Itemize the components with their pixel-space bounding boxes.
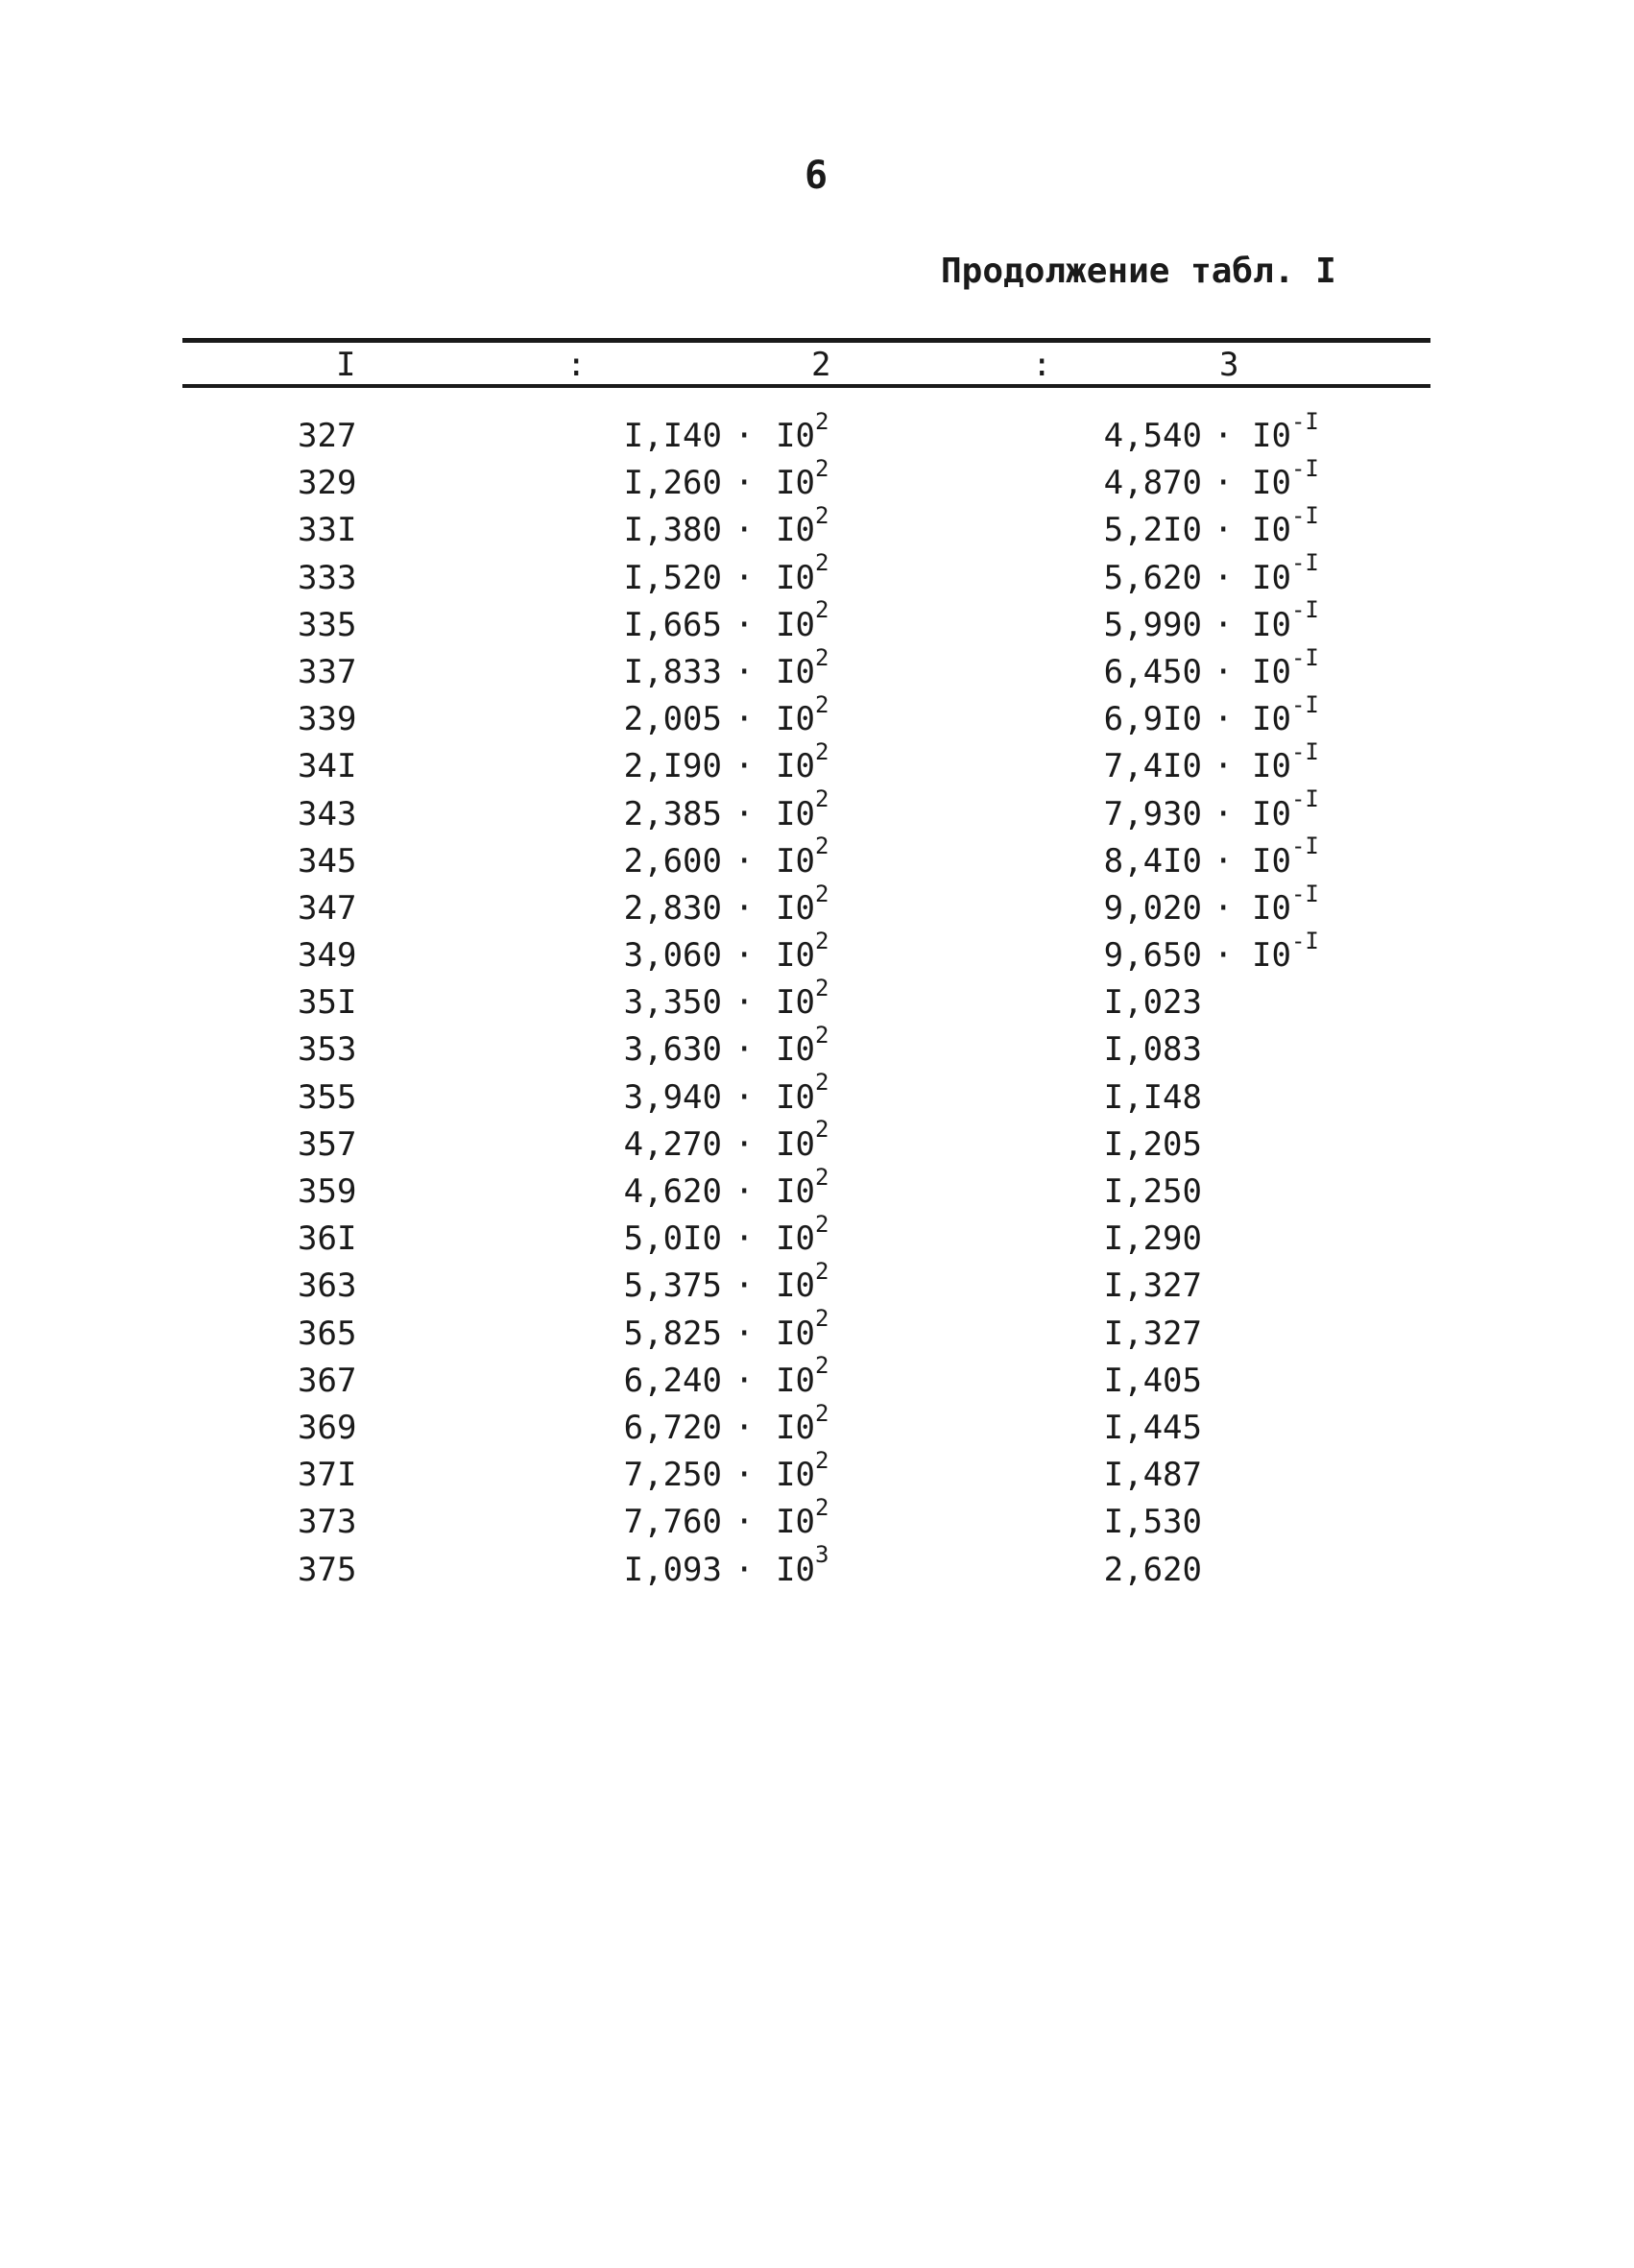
power-exponent: 2	[814, 1258, 829, 1286]
cell-col-2-power	[776, 880, 829, 932]
cell-col-3-power	[1252, 643, 1319, 696]
cell-col-1: 335	[298, 605, 357, 644]
power-exponent: 2	[814, 1399, 829, 1427]
table-row	[0, 1399, 1634, 1452]
multiply-dot: ·	[1213, 558, 1234, 597]
power-base: I0	[776, 1219, 815, 1259]
table-caption: Продолжение табл. I	[941, 252, 1336, 291]
power-exponent: -I	[1290, 690, 1319, 718]
header-separator-1: :	[566, 346, 587, 384]
cell-col-3-mantissa: I,405	[1103, 1361, 1202, 1400]
cell-col-2-mantissa: 7,760	[623, 1503, 722, 1542]
cell-col-3-power	[1252, 737, 1319, 790]
table-header	[182, 346, 1430, 384]
power-base: I0	[776, 417, 815, 455]
cell-col-1: 373	[298, 1503, 357, 1542]
cell-col-2-mantissa: I,380	[623, 511, 722, 550]
multiply-dot: ·	[734, 841, 755, 881]
cell-col-2-power	[776, 596, 829, 649]
power-exponent: 2	[814, 832, 829, 860]
power-exponent: 2	[814, 690, 829, 718]
multiply-dot: ·	[1213, 464, 1234, 503]
power-base: I0	[1252, 558, 1291, 597]
header-separator-2: :	[1032, 346, 1052, 384]
table-row	[0, 1116, 1634, 1169]
cell-col-1: 347	[298, 888, 357, 928]
power-exponent: 2	[814, 502, 829, 530]
cell-col-2-mantissa: 6,240	[623, 1361, 722, 1400]
cell-col-2-power	[776, 690, 829, 743]
multiply-dot: ·	[734, 983, 755, 1023]
cell-col-2-mantissa: 2,385	[623, 794, 722, 833]
cell-col-3-mantissa: I,205	[1103, 1124, 1202, 1164]
cell-col-2-power	[776, 549, 829, 602]
cell-col-3-mantissa: 5,2I0	[1103, 511, 1202, 550]
multiply-dot: ·	[1213, 605, 1234, 644]
multiply-dot: ·	[734, 700, 755, 739]
cell-col-2-mantissa: 7,250	[623, 1456, 722, 1495]
cell-col-2-power	[776, 832, 829, 885]
power-exponent: 2	[814, 974, 829, 1001]
multiply-dot: ·	[734, 558, 755, 597]
multiply-dot: ·	[734, 1408, 755, 1447]
cell-col-2-mantissa: 2,005	[623, 700, 722, 739]
cell-col-1: 343	[298, 794, 357, 833]
table-row	[0, 737, 1634, 790]
cell-col-3-mantissa: 5,620	[1103, 558, 1202, 597]
table-row	[0, 1163, 1634, 1216]
cell-col-3-mantissa: 9,650	[1103, 936, 1202, 976]
cell-col-2-power	[776, 407, 829, 460]
power-base: I0	[776, 747, 815, 786]
power-base: I0	[776, 1267, 815, 1306]
multiply-dot: ·	[734, 511, 755, 550]
power-base: I0	[1252, 747, 1291, 786]
power-exponent: -I	[1290, 880, 1319, 907]
cell-col-3-mantissa: I,I48	[1103, 1077, 1202, 1117]
cell-col-2-power	[776, 1022, 829, 1074]
cell-col-1: 345	[298, 841, 357, 881]
table-row	[0, 1446, 1634, 1499]
cell-col-1: 327	[298, 417, 357, 455]
multiply-dot: ·	[734, 888, 755, 928]
power-exponent: 2	[814, 1446, 829, 1474]
power-exponent: 2	[814, 785, 829, 813]
power-base: I0	[776, 1077, 815, 1117]
power-base: I0	[776, 605, 815, 644]
power-base: I0	[776, 511, 815, 550]
power-base: I0	[776, 1314, 815, 1353]
power-base: I0	[1252, 794, 1291, 833]
power-exponent: 2	[814, 454, 829, 482]
cell-col-3-mantissa: 7,4I0	[1103, 747, 1202, 786]
table-row	[0, 549, 1634, 602]
power-base: I0	[1252, 936, 1291, 976]
power-base: I0	[1252, 700, 1291, 739]
cell-col-3-mantissa: 9,020	[1103, 888, 1202, 928]
cell-col-1: 357	[298, 1124, 357, 1164]
multiply-dot: ·	[734, 1550, 755, 1589]
power-base: I0	[1252, 841, 1291, 881]
cell-col-3-mantissa: I,290	[1103, 1219, 1202, 1259]
power-base: I0	[776, 558, 815, 597]
power-exponent: -I	[1290, 549, 1319, 577]
power-exponent: 2	[814, 927, 829, 954]
power-base: I0	[1252, 652, 1291, 691]
cell-col-3-power	[1252, 880, 1319, 932]
cell-col-2-power	[776, 1069, 829, 1122]
table-rule-top	[182, 338, 1430, 343]
cell-col-1: 365	[298, 1314, 357, 1353]
cell-col-3-mantissa: I,487	[1103, 1456, 1202, 1495]
table-row	[0, 1541, 1634, 1594]
cell-col-3-power	[1252, 502, 1319, 554]
power-base: I0	[1252, 511, 1291, 550]
cell-col-2-mantissa: 6,720	[623, 1408, 722, 1447]
power-exponent: 2	[814, 549, 829, 577]
power-base: I0	[776, 464, 815, 503]
power-base: I0	[776, 1456, 815, 1495]
power-base: I0	[776, 794, 815, 833]
power-exponent: -I	[1290, 832, 1319, 860]
cell-col-2-mantissa: I,520	[623, 558, 722, 597]
power-exponent: -I	[1290, 643, 1319, 671]
cell-col-3-mantissa: I,530	[1103, 1503, 1202, 1542]
power-exponent: -I	[1290, 785, 1319, 813]
cell-col-2-mantissa: 2,600	[623, 841, 722, 881]
cell-col-2-power	[776, 1305, 829, 1358]
power-base: I0	[776, 1172, 815, 1211]
table-row	[0, 596, 1634, 649]
multiply-dot: ·	[734, 605, 755, 644]
power-exponent: 2	[814, 1305, 829, 1333]
multiply-dot: ·	[1213, 888, 1234, 928]
cell-col-2-power	[776, 1258, 829, 1310]
cell-col-3-mantissa: 6,9I0	[1103, 700, 1202, 739]
power-exponent: 2	[814, 407, 829, 435]
cell-col-2-mantissa: I,260	[623, 464, 722, 503]
cell-col-2-mantissa: 4,620	[623, 1172, 722, 1211]
cell-col-1: 35I	[298, 983, 357, 1023]
table-row	[0, 1258, 1634, 1310]
cell-col-1: 34I	[298, 747, 357, 786]
multiply-dot: ·	[1213, 511, 1234, 550]
multiply-dot: ·	[734, 1267, 755, 1306]
cell-col-2-power	[776, 974, 829, 1026]
power-exponent: -I	[1290, 596, 1319, 624]
cell-col-3-mantissa: 8,4I0	[1103, 841, 1202, 881]
power-base: I0	[776, 700, 815, 739]
cell-col-3-power	[1252, 690, 1319, 743]
header-col-1: I	[336, 346, 356, 384]
cell-col-1: 375	[298, 1550, 357, 1589]
multiply-dot: ·	[1213, 936, 1234, 976]
cell-col-2-power	[776, 1116, 829, 1169]
power-exponent: 2	[814, 1210, 829, 1238]
power-base: I0	[776, 652, 815, 691]
multiply-dot: ·	[1213, 747, 1234, 786]
table-row	[0, 880, 1634, 932]
power-exponent: 2	[814, 596, 829, 624]
table-row	[0, 1305, 1634, 1358]
cell-col-1: 37I	[298, 1456, 357, 1495]
cell-col-3-power	[1252, 927, 1319, 979]
power-exponent: -I	[1290, 407, 1319, 435]
cell-col-2-mantissa: I,093	[623, 1550, 722, 1589]
power-exponent: 2	[814, 643, 829, 671]
table-row	[0, 832, 1634, 885]
cell-col-2-mantissa: 3,060	[623, 936, 722, 976]
cell-col-2-mantissa: 5,375	[623, 1267, 722, 1306]
power-exponent: 2	[814, 1116, 829, 1144]
power-base: I0	[776, 1550, 815, 1589]
cell-col-1: 33I	[298, 511, 357, 550]
table-row	[0, 927, 1634, 979]
cell-col-2-power	[776, 1352, 829, 1405]
table-row	[0, 1022, 1634, 1074]
cell-col-1: 369	[298, 1408, 357, 1447]
multiply-dot: ·	[734, 1030, 755, 1070]
cell-col-3-mantissa: I,445	[1103, 1408, 1202, 1447]
power-exponent: -I	[1290, 737, 1319, 765]
multiply-dot: ·	[1213, 652, 1234, 691]
power-base: I0	[776, 1408, 815, 1447]
power-base: I0	[776, 1030, 815, 1070]
table-row	[0, 1210, 1634, 1263]
multiply-dot: ·	[734, 1077, 755, 1117]
cell-col-1: 363	[298, 1267, 357, 1306]
table-row	[0, 974, 1634, 1026]
cell-col-3-power	[1252, 596, 1319, 649]
cell-col-2-mantissa: 5,825	[623, 1314, 722, 1353]
power-exponent: 3	[814, 1541, 829, 1569]
multiply-dot: ·	[1213, 417, 1234, 455]
power-exponent: 2	[814, 1022, 829, 1050]
cell-col-2-power	[776, 643, 829, 696]
cell-col-3-mantissa: I,083	[1103, 1030, 1202, 1070]
power-base: I0	[776, 1361, 815, 1400]
table-row	[0, 1069, 1634, 1122]
cell-col-2-mantissa: 3,630	[623, 1030, 722, 1070]
cell-col-2-power	[776, 927, 829, 979]
multiply-dot: ·	[734, 1314, 755, 1353]
cell-col-1: 353	[298, 1030, 357, 1070]
cell-col-2-mantissa: 4,270	[623, 1124, 722, 1164]
power-exponent: -I	[1290, 454, 1319, 482]
power-base: I0	[1252, 464, 1291, 503]
cell-col-1: 329	[298, 464, 357, 503]
cell-col-2-mantissa: I,I40	[623, 417, 722, 455]
cell-col-3-mantissa: 7,930	[1103, 794, 1202, 833]
cell-col-2-mantissa: 2,830	[623, 888, 722, 928]
table-row	[0, 1493, 1634, 1546]
cell-col-2-mantissa: 3,350	[623, 983, 722, 1023]
power-base: I0	[776, 1503, 815, 1542]
cell-col-3-mantissa: I,327	[1103, 1314, 1202, 1353]
power-base: I0	[776, 888, 815, 928]
cell-col-3-mantissa: 6,450	[1103, 652, 1202, 691]
cell-col-3-power	[1252, 832, 1319, 885]
multiply-dot: ·	[734, 652, 755, 691]
multiply-dot: ·	[734, 1361, 755, 1400]
power-base: I0	[776, 841, 815, 881]
power-base: I0	[1252, 417, 1291, 455]
cell-col-2-mantissa: 5,0I0	[623, 1219, 722, 1259]
cell-col-2-power	[776, 737, 829, 790]
cell-col-1: 333	[298, 558, 357, 597]
cell-col-2-mantissa: 2,I90	[623, 747, 722, 786]
table-row	[0, 643, 1634, 696]
cell-col-2-power	[776, 1541, 829, 1594]
cell-col-2-power	[776, 1446, 829, 1499]
cell-col-1: 36I	[298, 1219, 357, 1259]
cell-col-1: 337	[298, 652, 357, 691]
cell-col-3-mantissa: I,327	[1103, 1267, 1202, 1306]
power-base: I0	[776, 983, 815, 1023]
cell-col-2-power	[776, 785, 829, 838]
cell-col-3-power	[1252, 407, 1319, 460]
power-exponent: 2	[814, 1163, 829, 1191]
table-body	[0, 407, 1634, 1594]
table-row	[0, 1352, 1634, 1405]
cell-col-1: 349	[298, 936, 357, 976]
power-exponent: 2	[814, 737, 829, 765]
cell-col-3-mantissa: 2,620	[1103, 1550, 1202, 1589]
cell-col-2-mantissa: I,665	[623, 605, 722, 644]
multiply-dot: ·	[734, 747, 755, 786]
multiply-dot: ·	[1213, 794, 1234, 833]
cell-col-3-mantissa: 4,540	[1103, 417, 1202, 455]
power-base: I0	[776, 1124, 815, 1164]
power-exponent: 2	[814, 1069, 829, 1097]
table-row	[0, 454, 1634, 507]
cell-col-2-power	[776, 454, 829, 507]
power-exponent: -I	[1290, 927, 1319, 954]
multiply-dot: ·	[1213, 700, 1234, 739]
cell-col-1: 359	[298, 1172, 357, 1211]
cell-col-2-power	[776, 1493, 829, 1546]
multiply-dot: ·	[1213, 841, 1234, 881]
cell-col-3-power	[1252, 785, 1319, 838]
cell-col-2-mantissa: I,833	[623, 652, 722, 691]
power-exponent: 2	[814, 880, 829, 907]
multiply-dot: ·	[734, 1456, 755, 1495]
table-row	[0, 785, 1634, 838]
multiply-dot: ·	[734, 1219, 755, 1259]
cell-col-3-mantissa: 4,870	[1103, 464, 1202, 503]
cell-col-2-power	[776, 1163, 829, 1216]
header-col-3: 3	[1219, 346, 1239, 384]
cell-col-1: 367	[298, 1361, 357, 1400]
power-base: I0	[1252, 605, 1291, 644]
cell-col-1: 339	[298, 700, 357, 739]
multiply-dot: ·	[734, 1503, 755, 1542]
power-exponent: -I	[1290, 502, 1319, 530]
cell-col-3-mantissa: I,023	[1103, 983, 1202, 1023]
cell-col-2-power	[776, 1399, 829, 1452]
multiply-dot: ·	[734, 417, 755, 455]
page-number: 6	[804, 154, 829, 198]
table-rule-header	[182, 384, 1430, 388]
power-base: I0	[776, 936, 815, 976]
multiply-dot: ·	[734, 936, 755, 976]
cell-col-3-mantissa: I,250	[1103, 1172, 1202, 1211]
cell-col-2-power	[776, 502, 829, 554]
multiply-dot: ·	[734, 464, 755, 503]
cell-col-2-mantissa: 3,940	[623, 1077, 722, 1117]
multiply-dot: ·	[734, 794, 755, 833]
cell-col-2-power	[776, 1210, 829, 1263]
cell-col-3-mantissa: 5,990	[1103, 605, 1202, 644]
multiply-dot: ·	[734, 1172, 755, 1211]
header-col-2: 2	[811, 346, 831, 384]
multiply-dot: ·	[734, 1124, 755, 1164]
power-exponent: 2	[814, 1352, 829, 1380]
power-exponent: 2	[814, 1493, 829, 1521]
table-row	[0, 502, 1634, 554]
power-base: I0	[1252, 888, 1291, 928]
cell-col-3-power	[1252, 549, 1319, 602]
table-row	[0, 407, 1634, 460]
cell-col-3-power	[1252, 454, 1319, 507]
cell-col-1: 355	[298, 1077, 357, 1117]
table-row	[0, 690, 1634, 743]
